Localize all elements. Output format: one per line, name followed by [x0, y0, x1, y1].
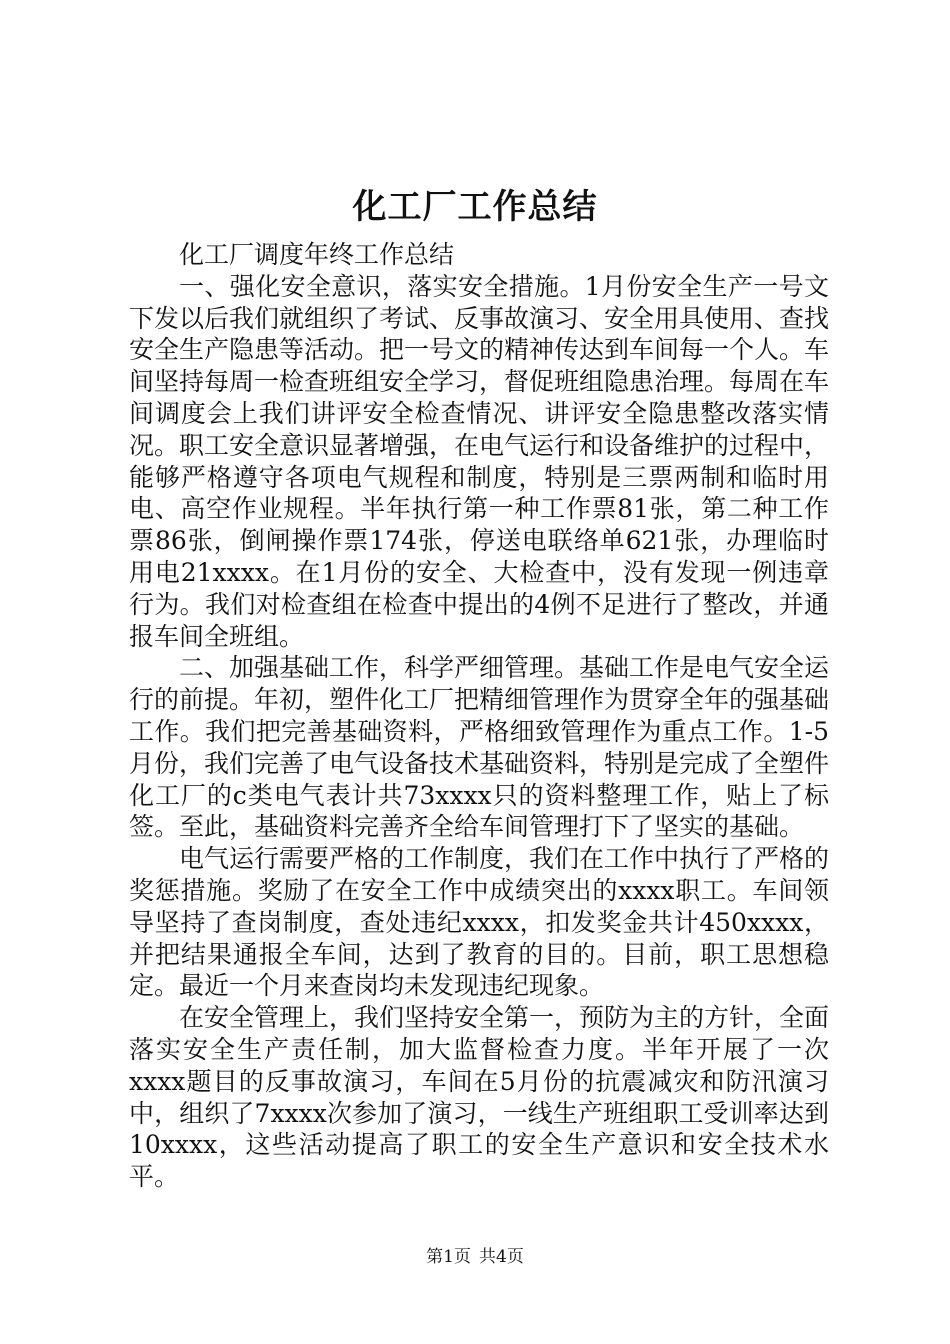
paragraph-basic-work: 二、加强基础工作，科学严细管理。基础工作是电气安全运行的前提。年初，塑件化工厂把精细管理作为贯穿全年的强基础工作。我们把完善基础资料，严格细致管理作为重点工作。1-5月份，我们完善了电气设备技术基础资料，特别是完成了全塑件化工厂的c类电气表计共73xxxx只的资料整理工作，贴上了标签。至此，基础资料完善齐全给车间管理打下了坚实的基础。: [129, 653, 830, 842]
page-number: 第1页: [426, 1247, 471, 1267]
document-body: [129, 239, 829, 1193]
paragraph-safety-management: 在安全管理上，我们坚持安全第一，预防为主的方针，全面落实安全生产责任制，加大监督检查力度。半年开展了一次xxxx题目的反事故演习，车间在5月份的抗震减灾和防汛演习中，组织了7xxxx次参加了演习，一线生产班组职工受训率达到10xxxx，这些活动提高了职工的安全生产意识和安全技术水平。: [129, 1003, 830, 1192]
page-footer: [0, 1245, 950, 1269]
paragraph-work-discipline: 电气运行需要严格的工作制度，我们在工作中执行了严格的奖惩措施。奖励了在安全工作中成绩突出的xxxx职工。车间领导坚持了查岗制度，查处违纪xxxx，扣发奖金共计450xxxx，并把结果通报全车间，达到了教育的目的。目前，职工思想稳定。最近一个月来查岗均未发现违纪现象。: [129, 844, 830, 1001]
page-total: 共4页: [479, 1247, 524, 1267]
document-title: 化工厂工作总结: [352, 187, 598, 227]
paragraph-safety-awareness: 一、强化安全意识，落实安全措施。1月份安全生产一号文下发以后我们就组织了考试、反事故演习、安全用具使用、查找安全生产隐患等活动。把一号文的精神传达到车间每一个人。车间坚持每周一检查班组安全学习，督促班组隐患治理。每周在车间调度会上我们讲评安全检查情况、讲评安全隐患整改落实情况。职工安全意识显著增强，在电气运行和设备维护的过程中，能够严格遵守各项电气规程和制度，特别是三票两制和临时用电、高空作业规程。半年执行第一种工作票81张，第二种工作票86张，倒闸操作票174张，停送电联络单621张，办理临时用电21xxxx。在1月份的安全、大检查中，没有发现一例违章行为。我们对检查组在检查中提出的4例不足进行了整改，并通报车间全班组。: [129, 271, 830, 651]
document-subtitle: 化工厂调度年终工作总结: [179, 240, 455, 269]
